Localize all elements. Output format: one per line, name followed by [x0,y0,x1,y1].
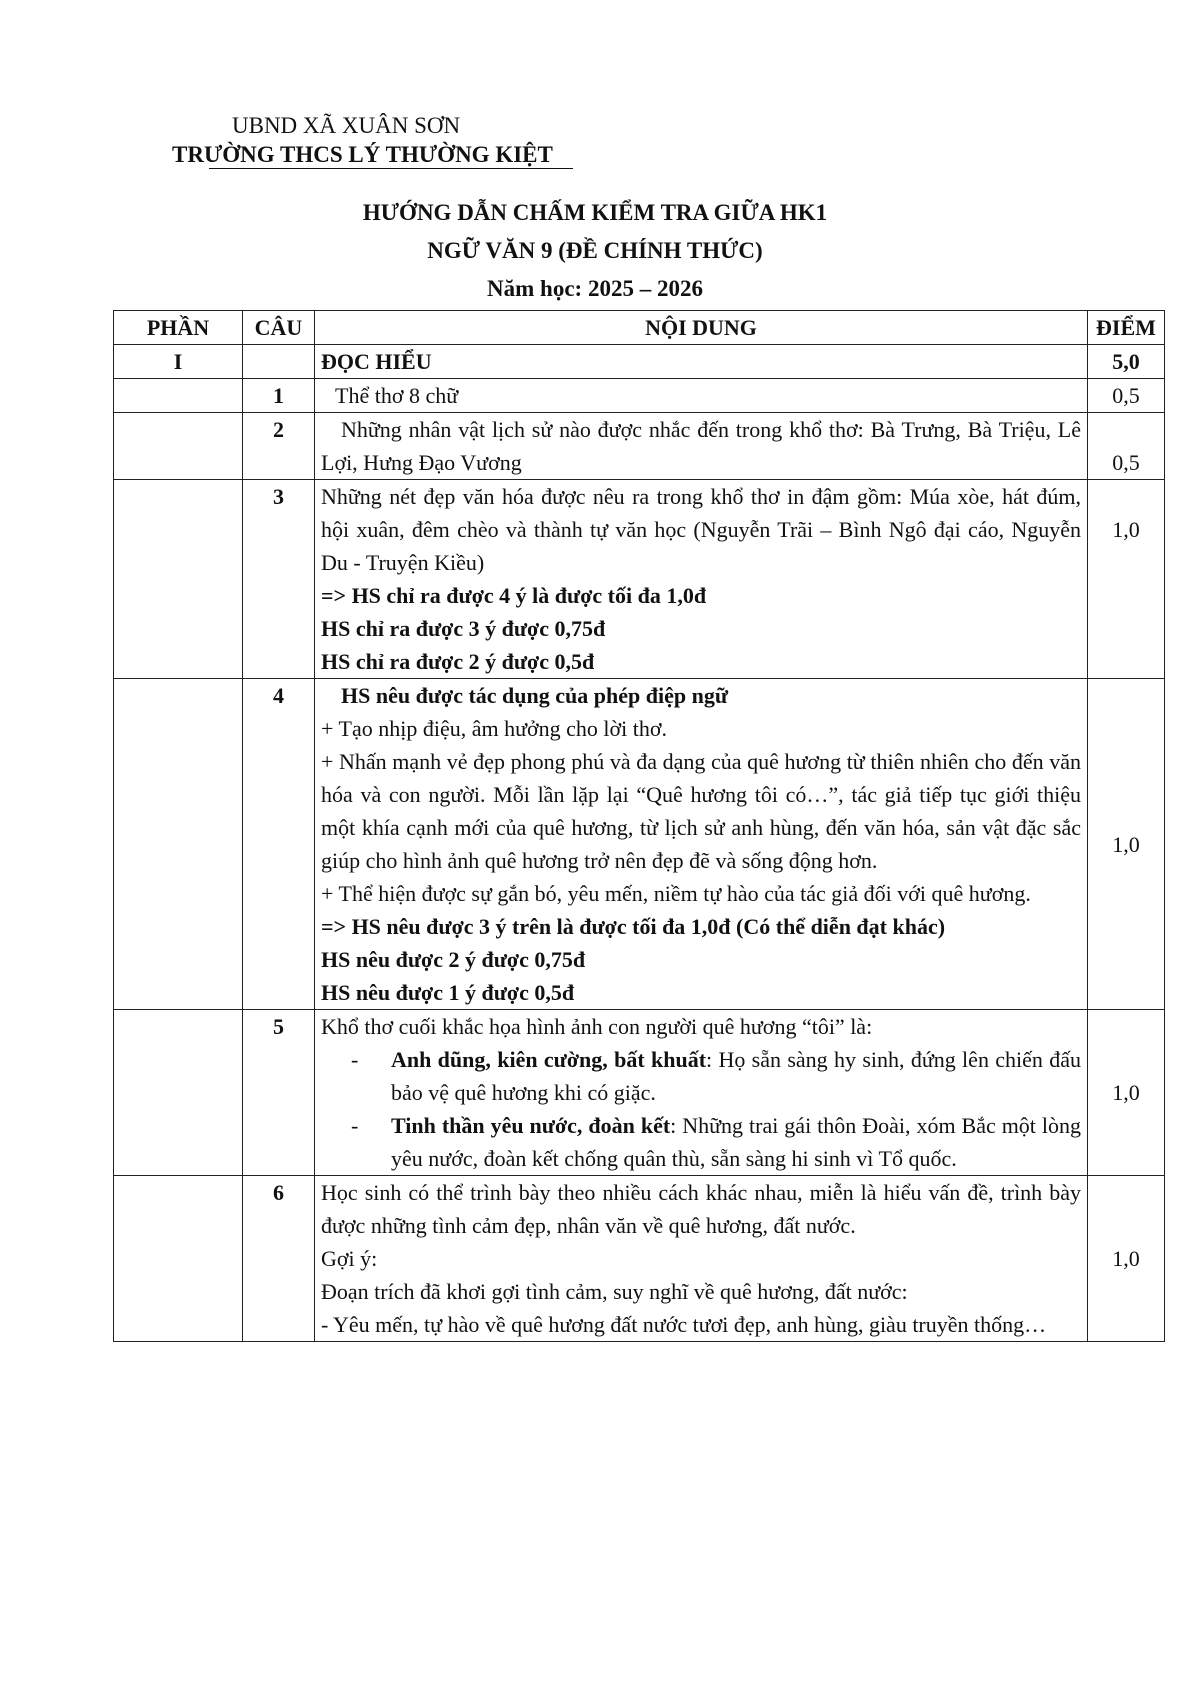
table-row [114,379,1165,413]
answer-text: - Yêu mến, tự hào về quê hương đất nước tươi đẹp, anh hùng, giàu truyền thống… [321,1312,1047,1337]
grading-table [113,310,1165,1342]
section-points: 5,0 [1088,345,1165,379]
header-underline [209,168,573,169]
bullet-heading: Tinh thần yêu nước, đoàn kết [391,1113,671,1138]
table-row [114,679,1165,1010]
answer-text: Gợi ý: [321,1246,378,1271]
answer-points: 0,5 [1088,379,1165,413]
table-row [114,480,1165,679]
bullet-text [391,1109,1081,1175]
header-part: PHẦN [114,311,243,345]
answer-content [315,1176,1088,1342]
scoring-rule: HS chỉ ra được 3 ý được 0,75đ [321,616,606,641]
bullet-item [321,1043,1081,1109]
question-number: 3 [243,480,315,679]
bullet-item [321,1109,1081,1175]
question-number: 2 [243,413,315,480]
answer-content: Thể thơ 8 chữ [315,379,1088,413]
table-row [114,413,1165,480]
part-cell-empty [114,1176,243,1342]
bullet-detail: : Họ sẵn sàng hy sinh, đứng lên chiến đấu bảo vệ quê hương khi có giặc. [391,1047,1081,1105]
bullet-heading: Anh dũng, kiên cường, bất khuất [391,1047,707,1072]
question-number: 5 [243,1010,315,1176]
answer-content [315,679,1088,1010]
school-name: TRƯỜNG THCS LÝ THƯỜNG KIỆT [172,142,553,167]
answer-point: + Tạo nhịp điệu, âm hưởng cho lời thơ. [321,716,668,741]
answer-text: Đoạn trích đã khơi gợi tình cảm, suy nghĩ về quê hương, đất nước: [321,1279,908,1304]
part-cell-empty [114,679,243,1010]
answer-points: 1,0 [1088,1010,1165,1176]
bullet-dash: - [351,1047,359,1072]
table-row [114,1010,1165,1176]
document-title: HƯỚNG DẪN CHẤM KIỂM TRA GIỮA HK1 [362,200,828,225]
part-cell-empty [114,413,243,480]
part-cell-empty [114,379,243,413]
section-part: I [114,345,243,379]
answer-text: Học sinh có thể trình bày theo nhiều cách khác nhau, miễn là hiểu vấn đề, trình bày được những tình cảm đẹp, nhân văn về quê hương, đất nước. [321,1180,1081,1238]
answer-content: Những nhân vật lịch sử nào được nhắc đến trong khổ thơ: Bà Trưng, Bà Triệu, Lê Lợi, Hưng Đạo Vương [315,413,1088,480]
scoring-rule: => HS nêu được 3 ý trên là được tối đa 1,0đ (Có thể diễn đạt khác) [321,914,946,939]
table-row [114,1176,1165,1342]
answer-points: 1,0 [1088,480,1165,679]
answer-point: + Thể hiện được sự gắn bó, yêu mến, niềm tự hào của tác giả đối với quê hương. [321,881,1031,906]
header-question: CÂU [243,311,315,345]
section-title: ĐỌC HIỂU [315,345,1088,379]
answer-point: + Nhấn mạnh vẻ đẹp phong phú và đa dạng của quê hương từ thiên nhiên cho đến văn hóa và con người. Mỗi lần lặp lại “Quê hương tôi có…”, tác giả tiếp tục giới thiệu một khía cạnh mới của quê hương, từ lịch sử anh hùng, đến văn hóa, sản vật đặc sắc giúp cho hình ảnh quê hương trở nên đẹp đẽ và sống động hơn. [321,749,1081,873]
part-cell-empty [114,1010,243,1176]
document-subtitle: NGỮ VĂN 9 (ĐỀ CHÍNH THỨC) [427,238,763,263]
answer-content [315,480,1088,679]
section-row [114,345,1165,379]
school-year: Năm học: 2025 – 2026 [487,276,703,301]
header-points: ĐIỂM [1088,311,1165,345]
answer-content [315,1010,1088,1176]
bullet-detail: : Những trai gái thôn Đoài, xóm Bắc một lòng yêu nước, đoàn kết chống quân thù, sẵn sàng hi sinh vì Tổ quốc. [391,1113,1081,1171]
part-cell-empty [114,480,243,679]
answer-heading: HS nêu được tác dụng của phép điệp ngữ [341,683,729,708]
answer-text: Những nét đẹp văn hóa được nêu ra trong khổ thơ in đậm gồm: Múa xòe, hát đúm, hội xuân, đêm chèo và thành tự văn học (Nguyễn Trãi – Bình Ngô đại cáo, Nguyễn Du - Truyện Kiều) [321,484,1081,575]
header-content: NỘI DUNG [315,311,1088,345]
answer-points: 1,0 [1088,1176,1165,1342]
answer-points: 1,0 [1088,679,1165,1010]
bullet-dash: - [351,1113,359,1138]
question-number: 1 [243,379,315,413]
scoring-rule: HS nêu được 2 ý được 0,75đ [321,947,586,972]
authority-name: UBND XÃ XUÂN SƠN [232,113,461,138]
bullet-text [391,1043,1081,1109]
section-question-empty [243,345,315,379]
scoring-rule: => HS chỉ ra được 4 ý là được tối đa 1,0đ [321,583,707,608]
question-number: 6 [243,1176,315,1342]
table-header-row [114,311,1165,345]
scoring-rule: HS chỉ ra được 2 ý được 0,5đ [321,649,595,674]
question-number: 4 [243,679,315,1010]
answer-intro: Khổ thơ cuối khắc họa hình ảnh con người quê hương “tôi” là: [321,1014,873,1039]
scoring-rule: HS nêu được 1 ý được 0,5đ [321,980,575,1005]
answer-points: 0,5 [1088,413,1165,480]
